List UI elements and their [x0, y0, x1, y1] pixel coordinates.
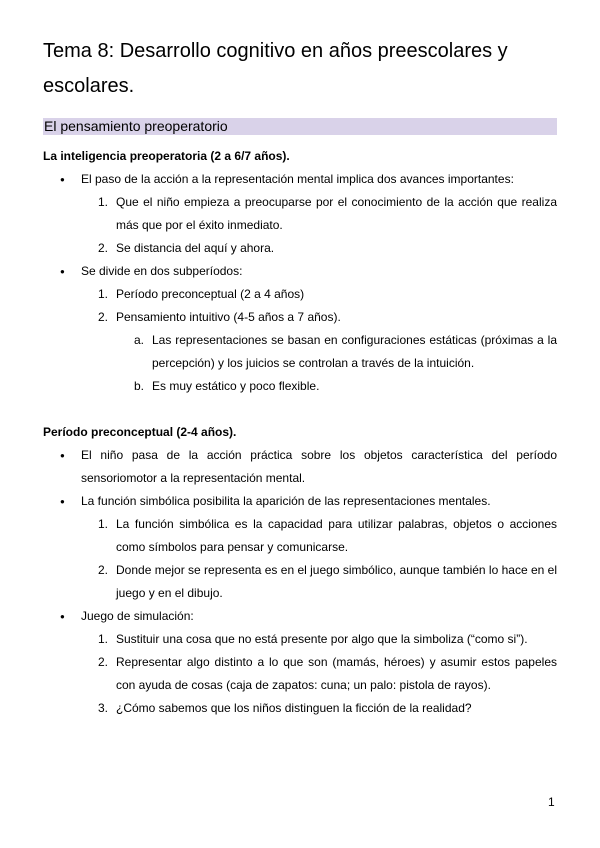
document-title: Tema 8: Desarrollo cognitivo en años preescolares y escolares.: [43, 40, 508, 97]
list-item-text: ¿Cómo sabemos que los niños distinguen la ficción de la realidad?: [116, 701, 472, 715]
list-marker: 2.: [98, 563, 109, 577]
list-item: [43, 628, 557, 651]
section-heading: El pensamiento preoperatorio: [43, 118, 557, 135]
subsection-heading: Período preconceptual (2-4 años).: [43, 425, 237, 439]
list-item: [43, 490, 557, 605]
list-item: [43, 651, 557, 697]
list-item-text: Pensamiento intuitivo (4-5 años a 7 años).: [116, 310, 341, 324]
list-item: [43, 444, 557, 490]
list-item-text: El paso de la acción a la representación mental implica dos avances importantes:: [81, 172, 514, 186]
list-item-text: Es muy estático y poco flexible.: [152, 379, 320, 393]
bullet-list: [43, 444, 557, 720]
list-item-text: Se divide en dos subperíodos:: [81, 264, 243, 278]
list-marker: 1.: [98, 195, 109, 209]
list-item-text: Que el niño empieza a preocuparse por el conocimiento de la acción que realiza más que por el éxito inmediato.: [116, 195, 557, 232]
numbered-list: [81, 283, 557, 398]
list-item: [43, 605, 557, 720]
list-item: [43, 375, 557, 398]
list-item: [43, 559, 557, 605]
list-item-text: Representar algo distinto a lo que son (mamás, héroes) y asumir estos papeles con ayuda de cosas (caja de zapatos: cuna; un palo: pistola de rayos).: [116, 655, 557, 692]
list-item-text: El niño pasa de la acción práctica sobre los objetos característica del período sensoriomotor a la representación mental.: [81, 448, 557, 485]
list-item-text: La función simbólica posibilita la aparición de las representaciones mentales.: [81, 494, 491, 508]
numbered-list: [81, 191, 557, 260]
page-number: 1: [548, 795, 555, 809]
list-item: [43, 513, 557, 559]
list-marker: 1.: [98, 287, 109, 301]
list-item-text: Las representaciones se basan en configuraciones estáticas (próximas a la percepción) y los juicios se controlan a través de la intuición.: [152, 333, 557, 370]
list-item: [43, 283, 557, 306]
list-marker: a.: [134, 333, 145, 347]
list-item: [43, 697, 557, 720]
list-item-text: Juego de simulación:: [81, 609, 194, 623]
list-item-text: Se distancia del aquí y ahora.: [116, 241, 275, 255]
list-item: [43, 260, 557, 398]
list-marker: 1.: [98, 632, 109, 646]
list-item: [43, 168, 557, 260]
list-marker: b.: [134, 379, 145, 393]
list-marker: 2.: [98, 310, 109, 324]
numbered-list: [81, 628, 557, 720]
list-marker: 1.: [98, 517, 109, 531]
list-marker: 2.: [98, 241, 109, 255]
list-marker: 3.: [98, 701, 109, 715]
list-marker: 2.: [98, 655, 109, 669]
list-item-text: La función simbólica es la capacidad para utilizar palabras, objetos o acciones como símbolos para pensar y comunicarse.: [116, 517, 557, 554]
list-item-text: Sustituir una cosa que no está presente por algo que la simboliza (“como si”).: [116, 632, 528, 646]
list-item-text: Período preconceptual (2 a 4 años): [116, 287, 305, 301]
list-item-text: Donde mejor se representa es en el juego simbólico, aunque también lo hace en el juego y en el dibujo.: [116, 563, 557, 600]
list-item: [43, 306, 557, 398]
list-item: [43, 237, 557, 260]
numbered-list: [81, 513, 557, 605]
lettered-list: [116, 329, 557, 398]
subsection-heading: La inteligencia preoperatoria (2 a 6/7 años).: [43, 149, 290, 163]
document-body: [43, 145, 557, 720]
list-item: [43, 329, 557, 375]
list-item: [43, 191, 557, 237]
bullet-list: [43, 168, 557, 398]
